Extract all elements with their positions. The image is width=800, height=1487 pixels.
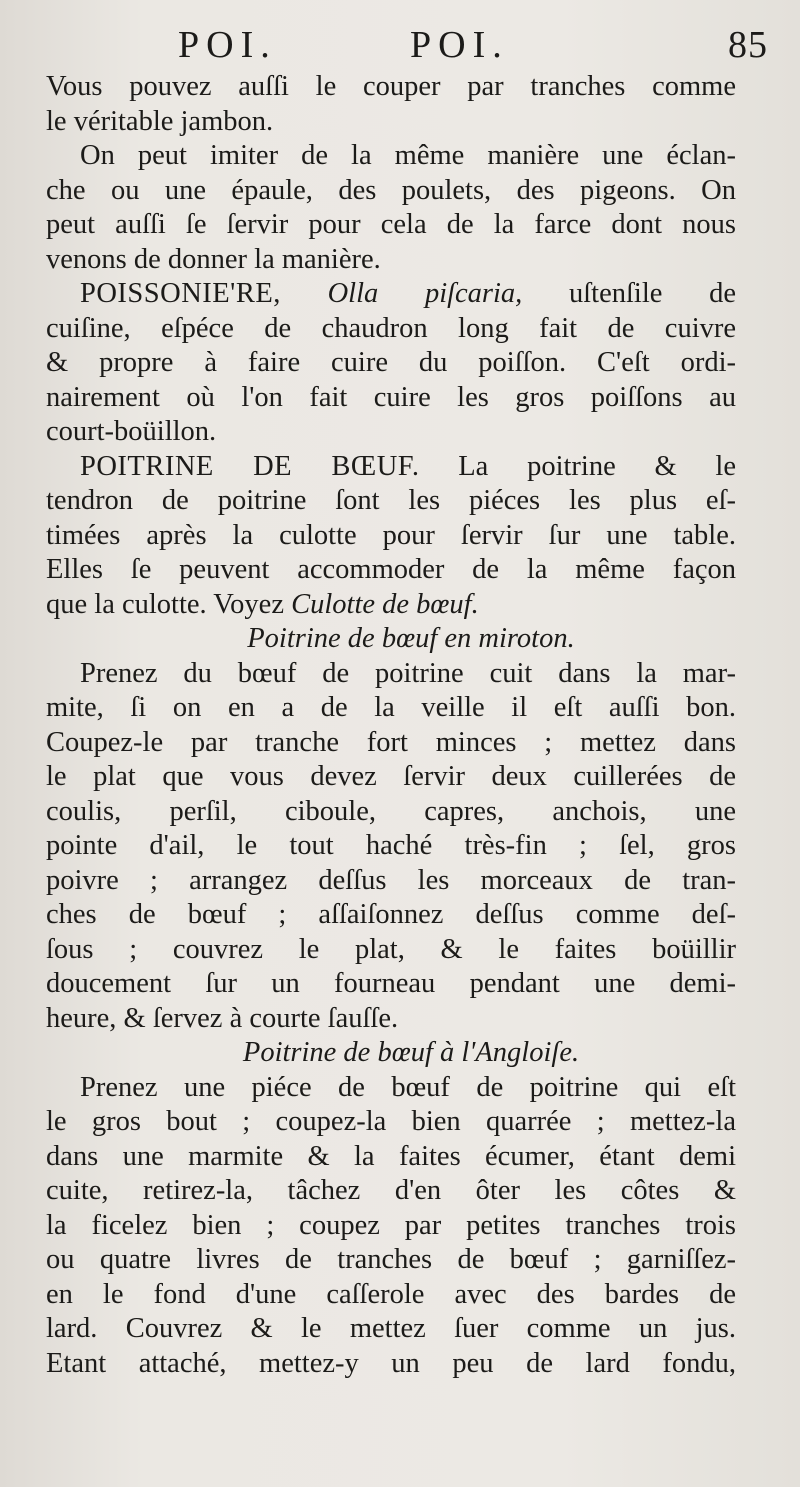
text-line: le gros bout ; coupez-la bien quarrée ; mettez-la (46, 1106, 736, 1137)
text-line: On peut imiter de la même manière une éclan- (80, 140, 736, 171)
entry-line-poitrine (46, 450, 736, 485)
entry-headword: POITRINE DE BŒUF. (80, 450, 420, 482)
text-line: heure, & ſervez à courte ſauſſe. (46, 1002, 399, 1034)
text-line: mite, ſi on en a de la veille il eſt auſſi bon. (46, 692, 736, 723)
text-line: pointe d'ail, le tout haché très-fin ; ſel, gros (46, 830, 736, 861)
text-line: & propre à faire cuire du poiſſon. C'eſt ordi- (46, 347, 736, 378)
text-line: cuiſine, eſpéce de chaudron long fait de cuivre (46, 312, 736, 344)
header-left-word: POI. (178, 24, 277, 66)
text-line: dans une marmite & la faites écumer, étant demi (46, 1140, 736, 1172)
text-line: la ficelez bien ; coupez par petites tranches trois (46, 1209, 736, 1241)
text-line: court-boüillon. (46, 416, 217, 447)
text-fragment: La poitrine & le (458, 450, 736, 482)
text-line: timées après la culotte pour ſervir ſur une table. (46, 519, 736, 551)
page-number: 85 (728, 24, 768, 66)
text-fragment: uſtenſile de (569, 278, 737, 309)
text-line: Etant attaché, mettez-y un peu de lard fondu, (46, 1347, 736, 1379)
text-line: Elles ſe peuvent accommoder de la même façon (46, 554, 736, 585)
header-right-word: POI. (410, 24, 509, 66)
text-line: le plat que vous devez ſervir deux cuillerées de (46, 761, 736, 792)
cross-reference: Culotte de bœuf. (291, 588, 479, 620)
latin-term: Olla piſcaria, (327, 278, 523, 309)
text-line: ou quatre livres de tranches de bœuf ; garniſſez- (46, 1244, 736, 1275)
text-line (46, 588, 736, 623)
text-fragment: que la culotte. Voyez (46, 588, 284, 620)
recipe-subheading: Poitrine de bœuf à l'Angloiſe. (242, 1037, 580, 1068)
entry-line-poissoniere (46, 277, 736, 312)
text-line: poivre ; arrangez deſſus les morceaux de tran- (46, 864, 736, 896)
text-line: nairement où l'on fait cuire les gros poiſſons au (46, 381, 736, 413)
text-line: le véritable jambon. (46, 105, 274, 137)
text-line: cuite, retirez-la, tâchez d'en ôter les côtes & (46, 1175, 736, 1206)
text-line: lard. Couvrez & le mettez ſuer comme un jus. (46, 1313, 736, 1344)
body-text (46, 70, 736, 1381)
text-line: Vous pouvez auſſi le couper par tranches comme (46, 71, 736, 102)
text-line: peut auſſi ſe ſervir pour cela de la farce dont nous (46, 209, 736, 240)
text-line: doucement ſur un fourneau pendant une demi- (46, 968, 736, 999)
text-line: Prenez du bœuf de poitrine cuit dans la mar- (80, 657, 736, 689)
entry-headword: POISSONIE'RE, (80, 278, 281, 309)
text-line: venons de donner la manière. (46, 243, 381, 275)
text-line: en le fond d'une caſſerole avec des bardes de (46, 1278, 736, 1310)
text-line: tendron de poitrine ſont les piéces les plus eſ- (46, 485, 736, 516)
text-line: che ou une épaule, des poulets, des pigeons. On (46, 174, 736, 206)
text-line: coulis, perſil, ciboule, capres, anchois, une (46, 795, 736, 827)
recipe-subheading: Poitrine de bœuf en miroton. (247, 623, 575, 654)
running-header (0, 20, 800, 70)
text-line: ches de bœuf ; aſſaiſonnez deſſus comme deſ- (46, 899, 736, 930)
text-line: ſous ; couvrez le plat, & le faites boüillir (46, 933, 736, 965)
text-line: Coupez-le par tranche fort minces ; mettez dans (46, 726, 736, 758)
text-line: Prenez une piéce de bœuf de poitrine qui eſt (80, 1071, 736, 1103)
